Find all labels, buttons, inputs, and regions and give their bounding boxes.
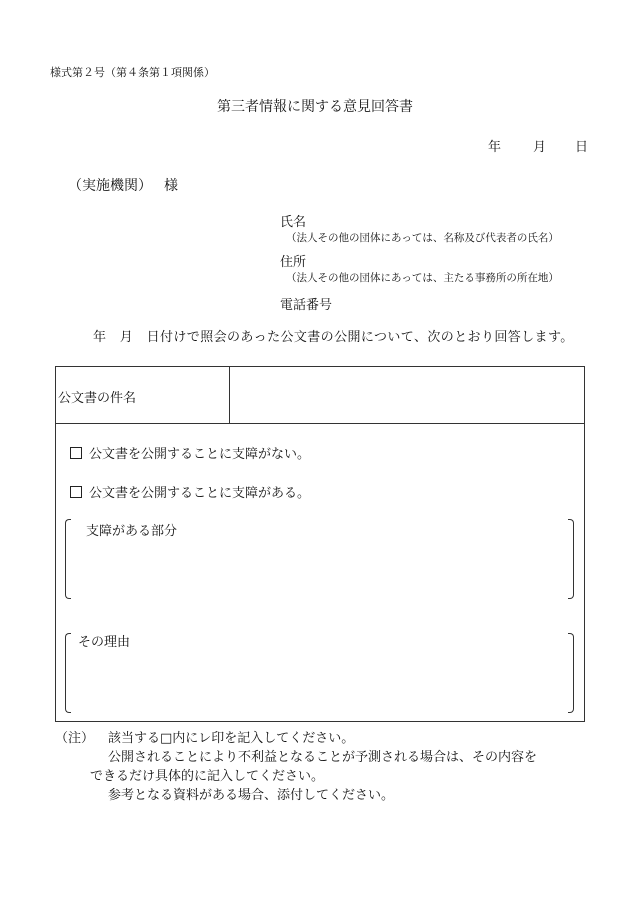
response-table (55, 366, 585, 722)
reason-label: その理由 (78, 635, 131, 650)
sender-address-note: （法人その他の団体にあっては、主たる事務所の所在地） (286, 272, 559, 284)
notes-line-1: 該当する□内にレ印を記入してください。 (108, 731, 355, 746)
reason-bracket-right (568, 633, 574, 713)
table-column-divider (229, 367, 230, 423)
date-year: 年 (488, 140, 502, 155)
intro-text: 年 月 日付けで照会のあった公文書の公開について、次のとおり回答します。 (93, 330, 574, 345)
sender-phone-label: 電話番号 (280, 298, 333, 313)
option-no-objection-label: 公文書を公開することに支障がない。 (89, 447, 311, 462)
addressee (68, 175, 178, 195)
objection-part-bracket-left (65, 519, 71, 599)
option-objection-label: 公文書を公開することに支障がある。 (89, 486, 311, 501)
notes-line-3: できるだけ具体的に記入してください。 (90, 769, 325, 784)
checkbox-objection[interactable] (70, 486, 82, 498)
sender-name-note: （法人その他の団体にあっては、名称及び代表者の氏名） (286, 232, 559, 244)
notes-prefix: （注） (55, 731, 95, 746)
notes-line-2: 公開されることにより不利益となることが予測される場合は、その内容を (108, 750, 538, 765)
objection-part-field[interactable] (76, 542, 561, 594)
form-number: 様式第２号（第４条第１項関係） (50, 66, 215, 79)
date-day: 日 (575, 140, 589, 155)
objection-part-label: 支障がある部分 (86, 524, 178, 539)
reason-bracket-left (65, 633, 71, 713)
table-divider (56, 423, 584, 424)
document-name-label: 公文書の件名 (58, 391, 137, 406)
objection-part-bracket-right (568, 519, 574, 599)
addressee-honorific: 様 (164, 178, 178, 194)
reason-field[interactable] (76, 655, 561, 707)
page-title: 第三者情報に関する意見回答書 (217, 99, 413, 115)
addressee-agency: （実施機関） (68, 178, 152, 194)
sender-name-label: 氏名 (280, 215, 307, 230)
option-objection[interactable] (70, 482, 310, 501)
date-month: 月 (533, 140, 547, 155)
checkbox-no-objection[interactable] (70, 447, 82, 459)
notes-line-4: 参考となる資料がある場合、添付してください。 (108, 788, 395, 803)
option-no-objection[interactable] (70, 443, 310, 462)
sender-address-label: 住所 (280, 255, 307, 270)
